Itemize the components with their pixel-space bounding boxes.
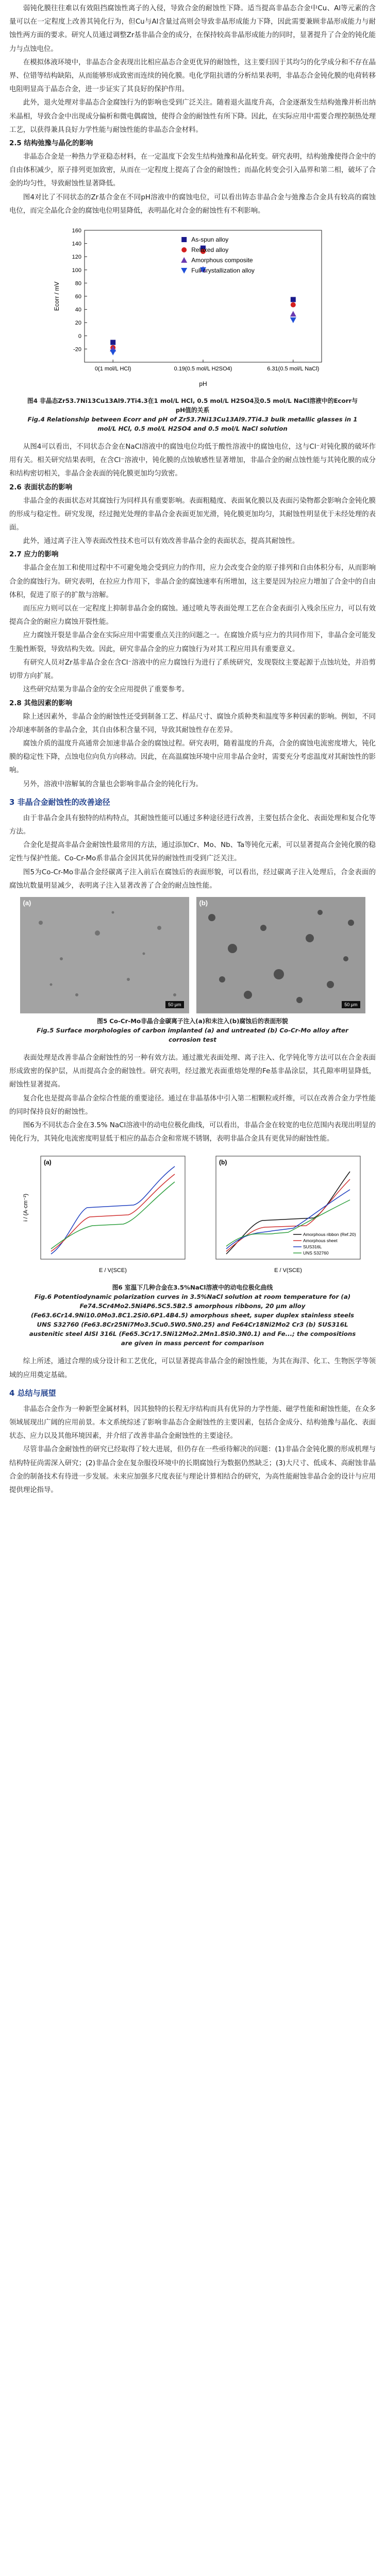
fig6a-xlabel: E / V(SCE) <box>98 1267 127 1274</box>
figure-5 <box>9 897 376 1013</box>
fig5b-texture <box>196 897 365 1013</box>
y-tick-label: 40 <box>75 307 81 313</box>
fig4-chart <box>48 223 337 393</box>
y-tick-label: 100 <box>72 267 81 274</box>
fig6b-legend-item: UNS S32760 <box>303 1250 329 1256</box>
fig6b-legend-item: Amorphous sheet <box>303 1238 338 1244</box>
y-tick-label: 160 <box>72 228 81 234</box>
paragraph: 非晶态合金是一种热力学亚稳态材料，在一定温度下会发生结构弛豫和晶化转变。研究表明，结构弛豫使得合金中的自由体积减少，原子排列更加致密，从而在一定程度上提高了合金的耐蚀性；而晶化转变会引入晶界和第二相，破坏了合金的均匀性，导致耐蚀性显著降低。 <box>9 153 376 188</box>
paragraph: 图4对比了不同状态的Zr基合金在不同pH溶液中的腐蚀电位，可以看出铸态非晶合金与弛豫态合金具有较高的腐蚀电位，而完全晶化合金的腐蚀电位明显降低，表明晶化对合金的耐蚀性有不利影响。 <box>9 193 376 215</box>
paragraph: 非晶态合金作为一种新型金属材料，因其独特的长程无序结构而具有优异的力学性能、磁学性能和耐蚀性能，在众多领域展现出广阔的应用前景。本文系统综述了影响非晶态合金耐蚀性的主要因素，包括合金成分、结构弛豫与晶化、表面状态、应力以及其他环境因素，并介绍了改善非晶合金耐蚀性的主要途径。 <box>9 1405 376 1440</box>
fig6a-chart <box>20 1151 190 1280</box>
fig6b-xlabel: E / V(SCE) <box>274 1267 302 1274</box>
legend-label: Relaxed alloy <box>191 246 228 254</box>
paragraph: 综上所述，通过合理的成分设计和工艺优化，可以显著提高非晶合金的耐蚀性能，为其在海洋、化工、生物医学等领域的应用奠定基础。 <box>9 1358 376 1379</box>
fig6a-ylabel: i / (A·cm⁻²) <box>22 1194 29 1222</box>
y-tick-label: 0 <box>78 333 81 340</box>
y-tick-label: 120 <box>72 254 81 261</box>
paragraph: 从图4可以看出，不同状态合金在NaCl溶液中的腐蚀电位均低于酸性溶液中的腐蚀电位，这与Cl⁻对钝化膜的破坏作用有关。相关研究结果表明，在含Cl⁻溶液中，钝化膜的点蚀敏感性显著增加，非晶合金的耐点蚀性能与其钝化膜的成分和结构密切相关，非晶合金表面的钝化膜更加均匀致密。 <box>9 443 376 478</box>
fig4-caption <box>25 396 360 433</box>
paragraph: 图5为Co-Cr-Mo非晶合金经碳离子注入前后在腐蚀后的表面形貌，可以看出，经过碳离子注入处理后，合金表面的腐蚀坑数量明显减少，表明离子注入显著改善了合金的耐点蚀性能。 <box>9 868 376 890</box>
y-tick-label: 20 <box>75 320 81 327</box>
y-axis-label: Ecorr / mV <box>53 281 60 311</box>
section-heading-2-5: 2.5 结构弛豫与晶化的影响 <box>9 140 93 148</box>
fig6b-legend-item: SUS316L <box>303 1244 322 1250</box>
section-heading-4: 4 总结与展望 <box>9 1388 56 1398</box>
y-tick-label: 60 <box>75 294 81 300</box>
fig6b-label: (b) <box>219 1159 227 1166</box>
y-tick-label: 80 <box>75 280 81 287</box>
paragraph: 表面处理是改善非晶合金耐蚀性的另一种有效方法。通过激光表面处理、离子注入、化学钝化等方法可以在合金表面形成致密的保护层，从而提高合金的耐蚀性。研究表明，经过激光表面重熔处理的Fe基非晶涂层，其孔隙率明显降低，耐蚀性显著提高。 <box>9 1054 376 1089</box>
x-axis-label: pH <box>198 380 207 388</box>
section-heading-2-8: 2.8 其他因素的影响 <box>9 699 73 707</box>
paragraph: 在模拟体液环境中，非晶态合金表现出比相应晶态合金更优异的耐蚀性，这主要归因于其均匀的化学成分和不存在晶界、位错等结构缺陷，从而能够形成致密而连续的钝化膜。电化学阻抗谱的分析结果表明，非晶态合金钝化膜的电荷转移电阻明显高于晶态合金，进一步证实了其良好的保护作用。 <box>9 58 376 94</box>
x-tick-label: 0.19(0.5 mol/L H2SO4) <box>174 366 232 372</box>
paragraph: 有研究人员对Zr基非晶合金在含Cl⁻溶液中的应力腐蚀行为进行了系统研究，发现裂纹主要起源于点蚀坑处，并沿剪切带方向扩展。 <box>9 658 376 681</box>
legend-marker <box>181 247 187 252</box>
fig5-micrograph-a <box>20 897 189 1013</box>
y-tick-label: 140 <box>72 241 81 247</box>
paragraph: 腐蚀介质的温度升高通常会加速非晶合金的腐蚀过程。研究表明，随着温度的升高，合金的腐蚀电流密度增大，钝化膜的稳定性下降，点蚀电位向负方向移动。因此，在高温腐蚀环境中应用非晶合金时，需要充分考虑温度对其耐蚀性的影响。 <box>9 739 376 775</box>
fig6-caption-en: Fig.6 Potentiodynamic polarization curves in 3.5%NaCl solution at room temperature for (a) Fe74.5Cr4Mo2.5Ni4P6.5C5.5B2.5 amorphous ribbons, 20 μm alloy (Fe63.6Cr14.9Ni10.0Mo3.8C1.2Si0.6P1.4B4.5) amorphous sheet, super duplex stainless steels UNS S32760 (Fe63.8Cr25Ni7Mo3.5Cu0.5W0.5N0.25) and Fe64Cr18Ni2Mo2 Cr3 (b) SUS316L austenitic steel AISI 316L (Fe65.3Cr17.5Ni12Mo2.2Mn1.8Si0.3N0.1) and Fe...; the compositions are given in mass percent for comparison <box>29 1293 356 1347</box>
fig6b-legend-item: Amorphous ribbon (Ref.20) <box>303 1232 356 1238</box>
paragraph: 此外，退火处理对非晶态合金腐蚀行为的影响也受到广泛关注。随着退火温度升高，合金逐渐发生结构弛豫并析出纳米晶相，导致合金中出现成分偏析和微电偶腐蚀，使得合金的耐蚀性有所下降。因此，在实际应用中需要合理控制热处理工艺，以获得兼具良好力学性能与耐蚀性能的非晶态合金材料。 <box>9 99 376 134</box>
intro-block <box>9 0 376 137</box>
legend-label: Full crystallization alloy <box>191 267 255 275</box>
fig6-caption <box>25 1283 360 1348</box>
paragraph: 应力腐蚀开裂是非晶合金在实际应用中需要重点关注的问题之一。在腐蚀介质与应力的共同作用下，非晶合金可能发生脆性断裂，导致结构失效。因此，研究非晶合金的应力腐蚀行为对其工程应用具有重要意义。 <box>9 632 376 653</box>
fig6-caption-cn: 图6 室温下几种合金在3.5%NaCl溶液中的动电位极化曲线 <box>112 1284 273 1292</box>
fig5-caption <box>25 1016 360 1044</box>
section-heading-2-6: 2.6 表面状态的影响 <box>9 483 73 492</box>
paragraph: 另外，溶液中溶解氧的含量也会影响非晶合金的钝化行为。 <box>23 780 203 788</box>
paragraph: 尽管非晶合金耐蚀性的研究已经取得了较大进展，但仍存在一些亟待解决的问题：(1)非晶合金钝化膜的形成机理与结构特征尚需深入研究；(2)非晶合金在复杂服役环境中的长期腐蚀行为数据仍然缺乏；(3)大尺寸、低成本、高耐蚀非晶合金的制备技术有待进一步发展。未来应加强多尺度表征与理论计算相结合的研究，为高性能耐蚀非晶合金的设计与应用提供理论指导。 <box>9 1446 376 1494</box>
fig5-caption-en: Fig.5 Surface morphologies of carbon implanted (a) and untreated (b) Co-Cr-Mo alloy after corrosion test <box>37 1026 348 1043</box>
paragraph: 非晶合金在加工和使用过程中不可避免地会受到应力的作用，应力会改变合金的原子排列和自由体积分布，从而影响合金的腐蚀行为。研究表明，在拉应力作用下，非晶合金的腐蚀速率有所增加，这主要是因为拉应力增加了合金中的自由体积，促进了原子的扩散与溶解。 <box>9 564 376 599</box>
paragraph: 复合化也是提高非晶合金综合性能的重要途径。通过在非晶基体中引入第二相颗粒或纤维，可以在改善合金力学性能的同时保持良好的耐蚀性。 <box>9 1094 376 1116</box>
paragraph: 而压应力则可以在一定程度上抑制非晶合金的腐蚀。通过喷丸等表面处理工艺在合金表面引入残余压应力，可以有效提高合金的耐应力腐蚀开裂性能。 <box>9 605 376 626</box>
fig4-caption-cn: 图4 非晶态Zr53.7Ni13Cu13Al9.7Ti4.3在1 mol/L HCl, 0.5 mol/L H2SO4及0.5 mol/L NaCl溶液中的Ecorr与pH值的关系 <box>27 397 358 414</box>
fig5-label-b: (b) <box>199 899 208 907</box>
paragraph: 图6为不同状态合金在3.5% NaCl溶液中的动电位极化曲线，可以看出，非晶合金在较宽的电位范围内表现出明显的钝化行为，其钝化电流密度明显低于相应的晶态合金和常规不锈钢，表明非晶合金具有更优异的耐蚀性能。 <box>9 1121 376 1143</box>
paragraph: 除上述因素外，非晶合金的耐蚀性还受到制备工艺、样品尺寸、腐蚀介质种类和温度等多种因素的影响。例如，不同冷却速率制备的非晶合金，其自由体积含量不同，导致其耐蚀性存在差异。 <box>9 713 376 734</box>
fig5-micrograph-b <box>196 897 365 1013</box>
paragraph: 非晶合金的表面状态对其腐蚀行为同样具有重要影响。表面粗糙度、表面氧化膜以及表面污染物都会影响合金钝化膜的形成与稳定性。研究发现，经过抛光处理的非晶合金表面更加光滑，钝化膜更加均匀，其耐蚀性明显优于未经处理的表面。 <box>9 497 376 532</box>
paragraph: 此外，通过离子注入等表面改性技术也可以有效改善非晶合金的表面状态，提高其耐蚀性。 <box>23 537 299 546</box>
section-heading-3: 3 非晶合金耐蚀性的改善途径 <box>9 797 110 807</box>
data-point <box>290 297 295 302</box>
y-tick-label: -20 <box>73 346 81 353</box>
fig5-caption-cn: 图5 Co-Cr-Mo非晶合金碳离子注入(a)和未注入(b)腐蚀后的表面形貌 <box>97 1017 288 1025</box>
fig5-scalebar-b: 50 μm <box>342 1001 360 1008</box>
data-point <box>110 340 115 345</box>
legend-label: Amorphous composite <box>191 257 253 264</box>
section-heading-2-7: 2.7 应力的影响 <box>9 551 59 559</box>
fig5a-texture <box>20 897 189 1013</box>
x-tick-label: 6.31(0.5 mol/L NaCl) <box>266 366 319 372</box>
paragraph: 合金化是提高非晶合金耐蚀性最常用的方法，通过添加Cr、Mo、Nb、Ta等钝化元素，可以显著提高合金钝化膜的稳定性与保护性能。Co-Cr-Mo系非晶合金因其优异的耐蚀性而受到广泛关注。 <box>9 841 376 863</box>
paragraph: 这些研究结果为非晶合金的安全应用提供了重要参考。 <box>23 686 189 694</box>
fig4-caption-en: Fig.4 Relationship between Ecorr and pH of Zr53.7Ni13Cu13Al9.7Ti4.3 bulk metallic glasses in 1 mol/L HCl, 0.5 mol/L H2SO4 and 0.5 mol/L NaCl solution <box>27 416 358 433</box>
legend-label: As-spun alloy <box>191 236 228 244</box>
paragraph: 由于非晶合金具有独特的结构特点，其耐蚀性能可以通过多种途径进行改善，主要包括合金化、表面处理和复合化等方法。 <box>9 814 376 836</box>
paragraph: 弱钝化膜往往难以有效阻挡腐蚀性离子的入侵，导致合金的耐蚀性下降。适当提高非晶态合金中Cu、Al等元素的含量可以在一定程度上改善其钝化行为，但Cu与Al含量过高则会导致非晶形成能力下降，因此需要兼顾非晶形成能力与耐蚀性两方面的要求。研究人员通过调整Zr基非晶合金的成分，在保持较高非晶形成能力的同时，显著提升了合金的钝化能力与点蚀电位。 <box>9 5 376 53</box>
fig6a-label: (a) <box>43 1159 52 1166</box>
data-point <box>290 302 295 308</box>
fig6b-chart <box>195 1151 365 1280</box>
fig5-scalebar-a: 50 μm <box>165 1001 183 1008</box>
x-tick-label: 0(1 mol/L HCl) <box>94 366 131 372</box>
fig5-label-a: (a) <box>23 899 31 907</box>
figure-6 <box>9 1151 376 1280</box>
figure-4 <box>9 223 376 393</box>
legend-marker <box>181 237 187 242</box>
